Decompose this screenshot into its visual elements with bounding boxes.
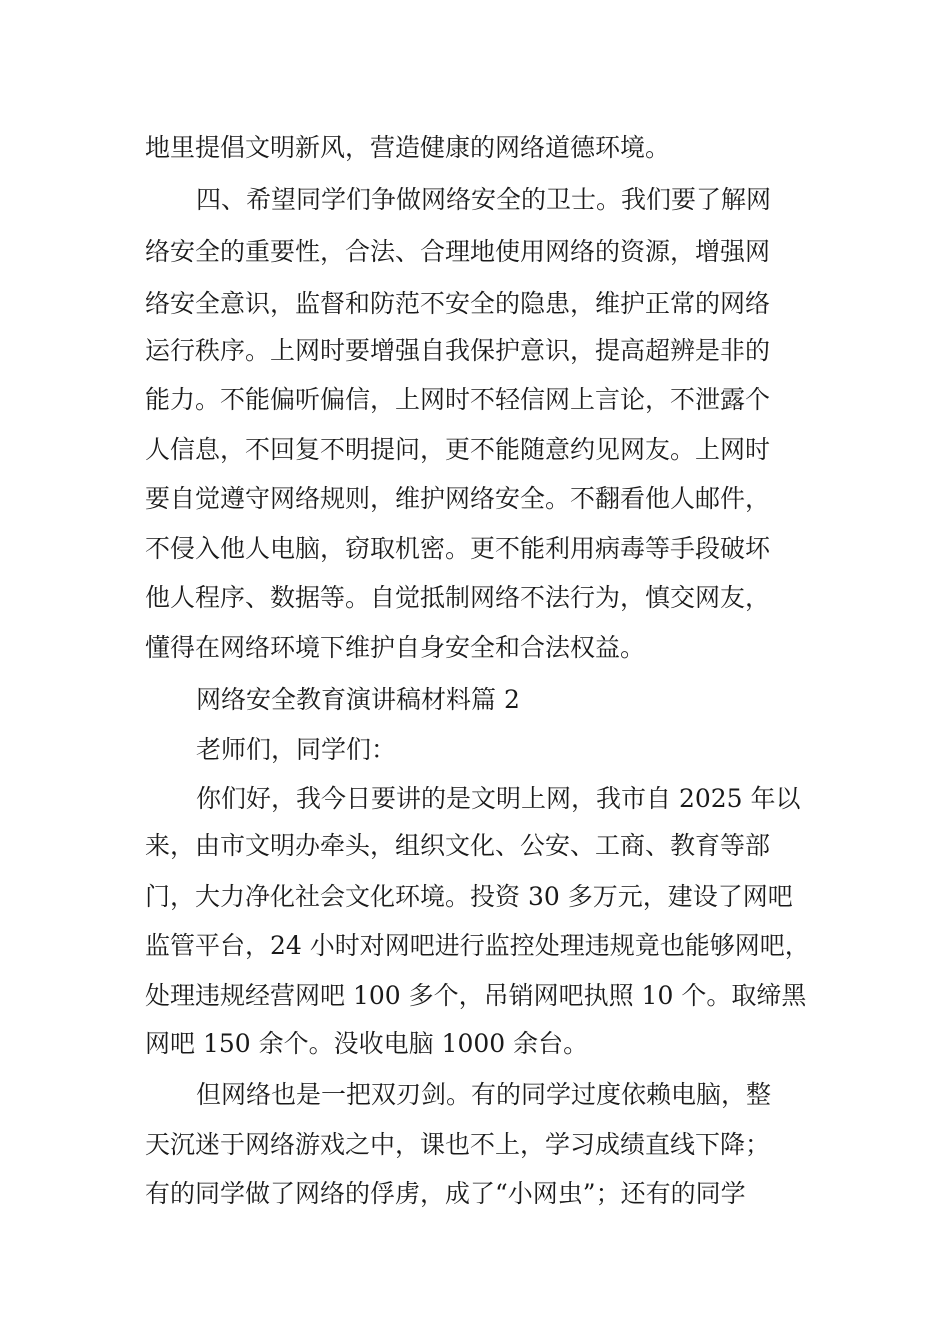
text-line: 他人程序、数据等。自觉抵制网络不法行为，慎交网友， <box>145 583 771 612</box>
text-line: 人信息，不回复不明提问，更不能随意约见网友。上网时 <box>145 435 771 464</box>
paragraph-4-start: 四、希望同学们争做网络安全的卫士。我们要了解网 <box>196 185 772 214</box>
text-line: 络安全的重要性，合法、合理地使用网络的资源，增强网 <box>145 237 771 266</box>
section-heading: 网络安全教育演讲稿材料篇 2 <box>196 685 520 714</box>
text-line: 懂得在网络环境下维护自身安全和合法权益。 <box>145 633 646 662</box>
paragraph-start: 你们好，我今日要讲的是文明上网，我市自 2025 年以 <box>196 784 801 813</box>
text-line: 有的同学做了网络的俘虏，成了“小网虫”；还有的同学 <box>145 1179 746 1208</box>
text-line: 运行秩序。上网时要增强自我保护意识，提高超辨是非的 <box>145 336 771 365</box>
text-line: 门，大力净化社会文化环境。投资 30 多万元，建设了网吧 <box>145 882 793 911</box>
text-line: 能力。不能偏听偏信，上网时不轻信网上言论，不泄露个 <box>145 385 771 414</box>
text-line: 地里提倡文明新风，营造健康的网络道德环境。 <box>145 133 671 162</box>
text-line: 不侵入他人电脑，窃取机密。更不能利用病毒等手段破坏 <box>145 534 771 563</box>
salutation: 老师们，同学们： <box>196 735 397 764</box>
text-line: 处理违规经营网吧 100 多个，吊销网吧执照 10 个。取缔黑 <box>145 981 807 1010</box>
text-line: 来，由市文明办牵头，组织文化、公安、工商、教育等部 <box>145 831 771 860</box>
text-line: 络安全意识，监督和防范不安全的隐患，维护正常的网络 <box>145 289 771 318</box>
text-line: 网吧 150 余个。没收电脑 1000 余台。 <box>145 1029 589 1058</box>
text-line: 监管平台，24 小时对网吧进行监控处理违规竟也能够网吧， <box>145 931 810 960</box>
paragraph-start: 但网络也是一把双刃剑。有的同学过度依赖电脑，整 <box>196 1080 772 1109</box>
text-line: 要自觉遵守网络规则，维护网络安全。不翻看他人邮件， <box>145 484 771 513</box>
text-line: 天沉迷于网络游戏之中，课也不上，学习成绩直线下降； <box>145 1130 771 1159</box>
